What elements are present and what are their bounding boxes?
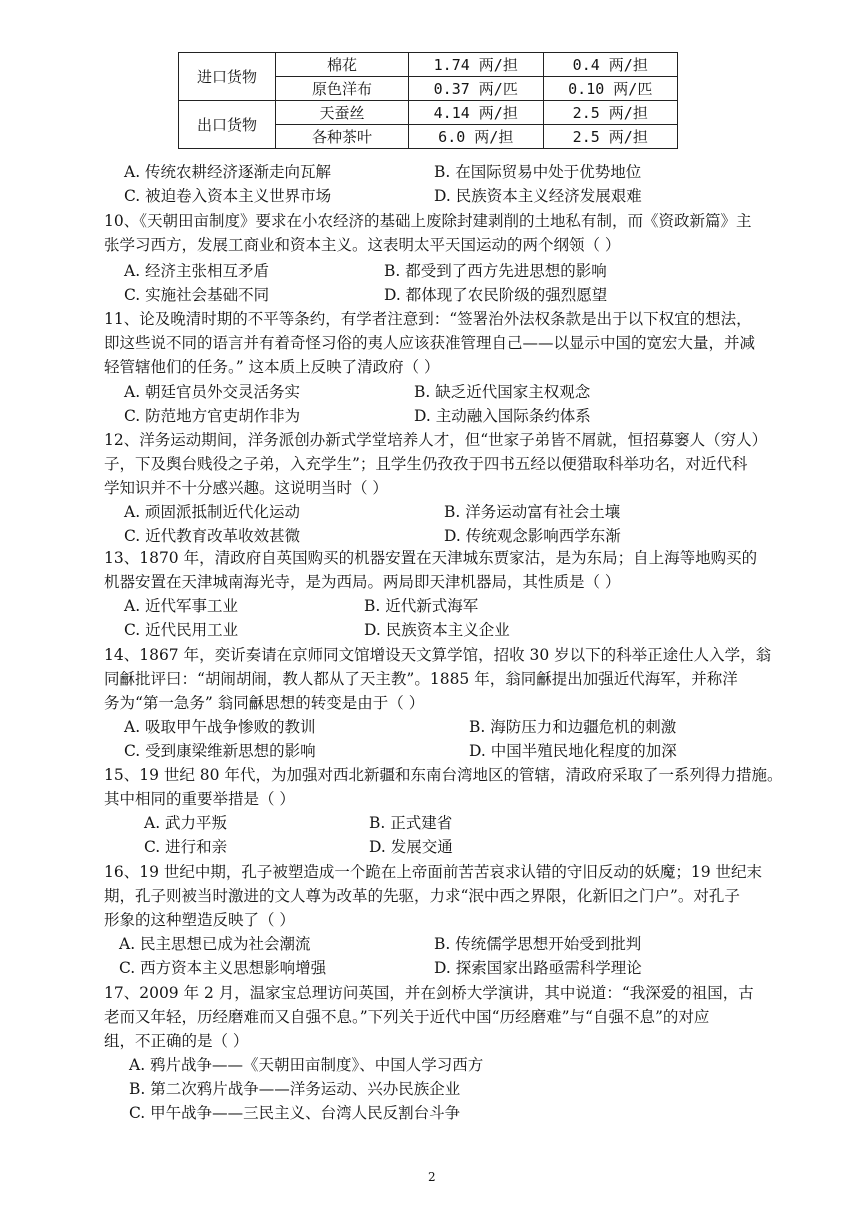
option-a: A. 民主思想已成为社会潮流 <box>119 935 311 953</box>
table-cell: 天蚕丝 <box>276 101 409 125</box>
option-b: B. 洋务运动富有社会土壤 <box>444 503 621 521</box>
table-cell: 4.14 两/担 <box>409 101 544 125</box>
option-c: C. 近代民用工业 <box>124 621 239 639</box>
table-row <box>179 101 678 125</box>
option-a: A. 近代军事工业 <box>124 597 239 615</box>
table-cell: 各种茶叶 <box>276 125 409 149</box>
option-a: A. 武力平叛 <box>144 814 228 832</box>
option-c: C. 防范地方官吏胡作非为 <box>124 407 301 425</box>
option-d: D. 民族资本主义企业 <box>364 621 510 639</box>
question-text-line: 即这些说不同的语言并有着奇怪习俗的夷人应该获准管理自己——以显示中国的宽宏大量，并减 <box>104 334 756 352</box>
option-b: B. 正式建省 <box>369 814 453 832</box>
option-a: A. 鸦片战争——《天朝田亩制度》、中国人学习西方 <box>129 1056 484 1074</box>
option-d: D. 中国半殖民地化程度的加深 <box>469 742 677 760</box>
option-a: A. 吸取甲午战争惨败的教训 <box>124 718 316 736</box>
question-text-line: 形象的这种塑造反映了（ ） <box>104 911 295 929</box>
option-b: B. 近代新式海军 <box>364 597 479 615</box>
option-a: A. 传统农耕经济逐渐走向瓦解 <box>124 163 332 181</box>
table-cell: 0.4 两/担 <box>543 53 678 77</box>
question-text-line: 务为“第一急务” 翁同龢思想的转变是由于（ ） <box>104 694 425 712</box>
question-text-line: 学知识并不十分感兴趣。这说明当时（ ） <box>104 479 388 497</box>
option-c: C. 西方资本主义思想影响增强 <box>119 959 327 977</box>
option-d: D. 发展交通 <box>369 838 453 856</box>
question-text-line: 其中相同的重要举措是（ ） <box>104 790 295 808</box>
question-text-line: 同龢批评曰：“胡闹胡闹，教人都从了天主教”。1885 年，翁同龢提出加强近代海军，并称洋 <box>104 670 738 688</box>
table-cell: 2.5 两/担 <box>543 101 678 125</box>
option-b: B. 缺乏近代国家主权观念 <box>414 383 591 401</box>
option-d: D. 主动融入国际条约体系 <box>414 407 591 425</box>
table-group-cell: 出口货物 <box>179 101 276 149</box>
table-cell: 1.74 两/担 <box>409 53 544 77</box>
question-text-line: 10、《天朝田亩制度》要求在小农经济的基础上废除封建剥削的土地私有制，而《资政新篇》主 <box>104 212 752 230</box>
table-cell: 0.10 两/匹 <box>543 77 678 101</box>
option-d: D. 传统观念影响西学东渐 <box>444 527 621 545</box>
option-b: B. 传统儒学思想开始受到批判 <box>434 935 642 953</box>
option-a: A. 顽固派抵制近代化运动 <box>124 503 301 521</box>
table-cell: 0.37 两/匹 <box>409 77 544 101</box>
option-d: D. 都体现了农民阶级的强烈愿望 <box>384 286 608 304</box>
question-text-line: 期，孔子则被当时激进的文人尊为改革的先驱，力求“泯中西之界限，化新旧之门户”。对孔子 <box>104 887 740 905</box>
option-c: C. 进行和亲 <box>144 838 228 856</box>
question-text-line: 老而又年轻，历经磨难而又自强不息。”下列关于近代中国“历经磨难”与“自强不息”的对应 <box>104 1008 710 1026</box>
question-text-line: 11、论及晚清时期的不平等条约，有学者注意到：“签署治外法权条款是出于以下权宜的想法， <box>104 310 752 328</box>
table-cell: 6.0 两/担 <box>409 125 544 149</box>
table-row <box>179 53 678 77</box>
question-text-line: 轻管辖他们的任务。” 这本质上反映了清政府（ ） <box>104 358 440 376</box>
question-text-line: 16、19 世纪中期，孔子被塑造成一个跪在上帝面前苦苦哀求认错的守旧反动的妖魔；19 世纪末 <box>104 863 763 881</box>
option-c: C. 受到康梁维新思想的影响 <box>124 742 316 760</box>
table-cell: 原色洋布 <box>276 77 409 101</box>
question-text-line: 子，下及舆台贱役之子弟，入充学生”；且学生仍孜孜于四书五经以便猎取科举功名，对近代科 <box>104 455 748 473</box>
option-c: C. 被迫卷入资本主义世界市场 <box>124 187 332 205</box>
question-text-line: 张学习西方，发展工商业和资本主义。这表明太平天国运动的两个纲领（ ） <box>104 236 621 254</box>
option-c: C. 实施社会基础不同 <box>124 286 270 304</box>
trade-price-table <box>178 52 678 149</box>
table-cell: 棉花 <box>276 53 409 77</box>
table-cell: 2.5 两/担 <box>543 125 678 149</box>
question-text-line: 13、1870 年，清政府自英国购买的机器安置在天津城东贾家沽，是为东局；自上海等地购买的 <box>104 549 758 567</box>
option-a: A. 朝廷官员外交灵活务实 <box>124 383 301 401</box>
option-a: A. 经济主张相互矛盾 <box>124 262 270 280</box>
question-text-line: 机器安置在天津城南海光寺，是为西局。两局即天津机器局，其性质是（ ） <box>104 573 621 591</box>
question-text-line: 12、洋务运动期间，洋务派创办新式学堂培养人才，但“世家子弟皆不屑就，恒招募窭人（穷人） <box>104 431 768 449</box>
option-d: D. 民族资本主义经济发展艰难 <box>434 187 642 205</box>
question-text-line: 15、19 世纪 80 年代，为加强对西北新疆和东南台湾地区的管辖，清政府采取了一系列得力措施。 <box>104 766 783 784</box>
option-b: B. 都受到了西方先进思想的影响 <box>384 262 607 280</box>
option-c: C. 甲午战争——三民主义、台湾人民反割台斗争 <box>129 1104 461 1122</box>
option-b: B. 第二次鸦片战争——洋务运动、兴办民族企业 <box>129 1080 461 1098</box>
option-b: B. 海防压力和边疆危机的刺激 <box>469 718 677 736</box>
question-text-line: 17、2009 年 2 月，温家宝总理访问英国，并在剑桥大学演讲，其中说道：“我深爱的祖国，古 <box>104 984 754 1002</box>
option-c: C. 近代教育改革收效甚微 <box>124 527 301 545</box>
table-group-cell: 进口货物 <box>179 53 276 101</box>
page-number: 2 <box>428 1170 436 1184</box>
option-d: D. 探索国家出路亟需科学理论 <box>434 959 642 977</box>
question-text-line: 组，不正确的是（ ） <box>104 1032 249 1050</box>
option-b: B. 在国际贸易中处于优势地位 <box>434 163 642 181</box>
question-text-line: 14、1867 年，奕䜣奏请在京师同文馆增设天文算学馆，招收 30 岁以下的科举正途仕人入学，翁 <box>104 646 772 664</box>
